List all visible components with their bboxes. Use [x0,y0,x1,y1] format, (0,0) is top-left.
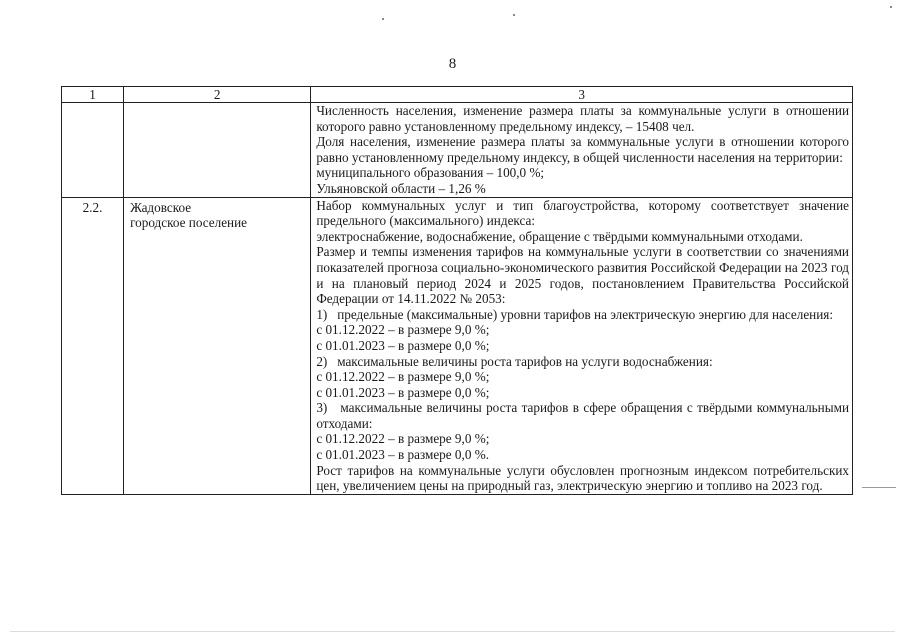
row-name-cell [124,103,311,198]
row-name-cell [124,197,311,494]
column-header-1: 1 [62,87,124,103]
settlement-name-line: городское поселение [130,215,248,231]
scan-artifact-dot [890,6,892,8]
document-table [61,86,853,495]
scan-artifact-dot [382,18,384,20]
row-number-cell [62,103,124,198]
paragraph: 2) максимальные величины роста тарифов на услуги водоснабжения: [316,353,713,369]
page-number: 8 [448,56,457,72]
paragraph: с 01.12.2022 – в размере 9,0 %; [316,322,490,338]
table-header-row [62,87,853,103]
paragraph: Ульяновской области – 1,26 % [316,180,486,196]
paragraph: Набор коммунальных услуг и тип благоустройства, которому соответствует значение предельного (максимального) индекса: [316,197,849,229]
paragraph: с 01.01.2023 – в размере 0,0 %; [316,384,490,400]
paragraph: Размер и темпы изменения тарифов на коммунальные услуги в соответствии со значениями показателей прогноза социально-экономического развития Российской Федерации на 2023 год и на плановый период 2024 и 2025 годов, постановлением Правительства Российской Федерации от 14.11.2022 № 2053: [316,244,849,307]
settlement-name-line: Жадовское [130,199,192,215]
paragraph: с 01.12.2022 – в размере 9,0 %; [316,431,490,447]
paragraph: 3) максимальные величины роста тарифов в сфере обращения с твёрдыми коммунальными отходами: [316,400,849,431]
paragraph: муниципального образования – 100,0 %; [316,165,545,181]
table-row [62,103,853,198]
paragraph: электроснабжение, водоснабжение, обращение с твёрдыми коммунальными отходами. [316,228,803,244]
paragraph: Численность населения, изменение размера платы за коммунальные услуги в отношении которого равно установленному предельному индексу, – 15408 чел. [316,103,849,134]
paragraph: Рост тарифов на коммунальные услуги обусловлен прогнозным индексом потребительских цен, увеличением цены на природный газ, электрическую энергию и топливо на 2023 год. [316,462,849,494]
row-text-cell [311,103,853,198]
paragraph: 1) предельные (максимальные) уровни тарифов на электрическую энергию для населения: [316,306,834,322]
row-number-cell: 2.2. [62,197,124,494]
column-header-3: 3 [311,87,853,103]
paragraph: Доля населения, изменение размера платы за коммунальные услуги в отношении которого равно установленному предельному индексу, в общей численности населения на территории: [316,134,849,165]
scan-artifact-line [862,487,896,488]
table-row [62,197,853,494]
row-text-cell [311,197,853,494]
paragraph: с 01.01.2023 – в размере 0,0 %. [316,447,489,463]
scan-artifact-dot [513,14,515,16]
paragraph: с 01.01.2023 – в размере 0,0 %; [316,337,490,353]
column-header-2: 2 [124,87,311,103]
paragraph: с 01.12.2022 – в размере 9,0 %; [316,369,490,385]
scan-artifact-line [10,631,895,632]
